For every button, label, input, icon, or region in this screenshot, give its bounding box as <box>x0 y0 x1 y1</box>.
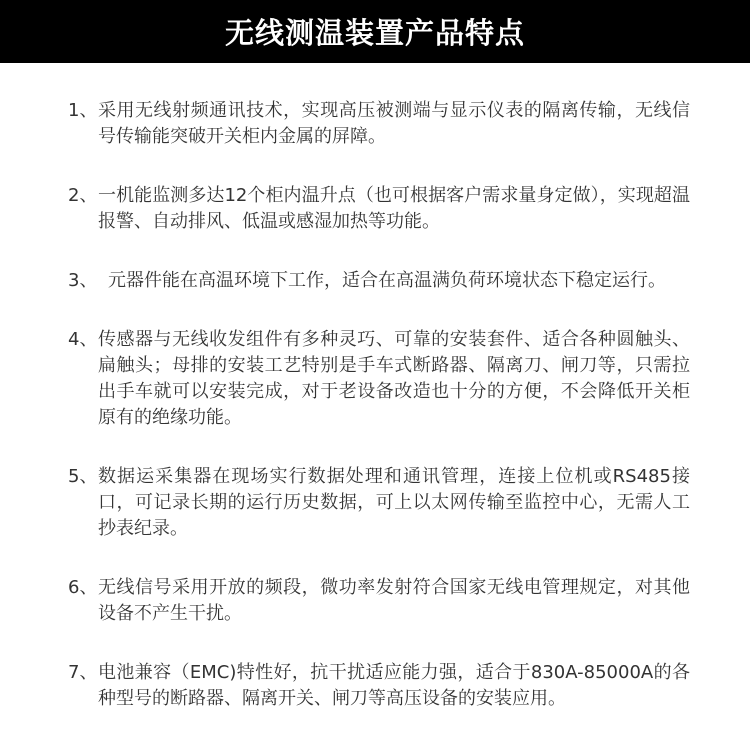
list-item <box>68 327 690 431</box>
item-number: 3、 <box>68 270 98 291</box>
header-banner <box>0 0 750 63</box>
page-title: 无线测温装置产品特点 <box>224 16 525 50</box>
item-number: 1、 <box>68 100 98 121</box>
item-text: 传感器与无线收发组件有多种灵巧、可靠的安装套件、适合各种圆触头、扁触头；母排的安装工艺特别是手车式断路器、隔离刀、闸刀等，只需拉出手车就可以安装完成，对于老设备改造也十分的方便，不会降低开关柜原有的绝缘功能。 <box>98 329 690 428</box>
item-text: 一机能监测多达12个柜内温升点（也可根据客户需求量身定做），实现超温报警、自动排风、低温或感湿加热等功能。 <box>98 185 690 232</box>
item-number: 5、 <box>68 466 98 487</box>
item-text: 无线信号采用开放的频段，微功率发射符合国家无线电管理规定，对其他设备不产生干扰。 <box>98 577 690 624</box>
item-number: 6、 <box>68 577 98 598</box>
item-text: 采用无线射频通讯技术，实现高压被测端与显示仪表的隔离传输，无线信号传输能突破开关柜内金属的屏障。 <box>98 100 690 147</box>
list-item <box>68 268 690 294</box>
list-item <box>68 660 690 712</box>
item-number: 2、 <box>68 185 98 206</box>
list-item <box>68 98 690 150</box>
list-item <box>68 183 690 235</box>
item-number: 4、 <box>68 329 98 350</box>
item-number: 7、 <box>68 662 98 683</box>
list-item <box>68 464 690 542</box>
feature-list <box>68 98 690 745</box>
item-text: 元器件能在高温环境下工作，适合在高温满负荷环境状态下稳定运行。 <box>108 270 666 291</box>
list-item <box>68 575 690 627</box>
item-text: 电池兼容（EMC)特性好，抗干扰适应能力强，适合于830A-85000A的各种型号的断路器、隔离开关、闸刀等高压设备的安装应用。 <box>98 662 690 709</box>
item-text: 数据运采集器在现场实行数据处理和通讯管理，连接上位机或RS485接口，可记录长期的运行历史数据，可上以太网传输至监控中心，无需人工抄表纪录。 <box>98 466 690 539</box>
